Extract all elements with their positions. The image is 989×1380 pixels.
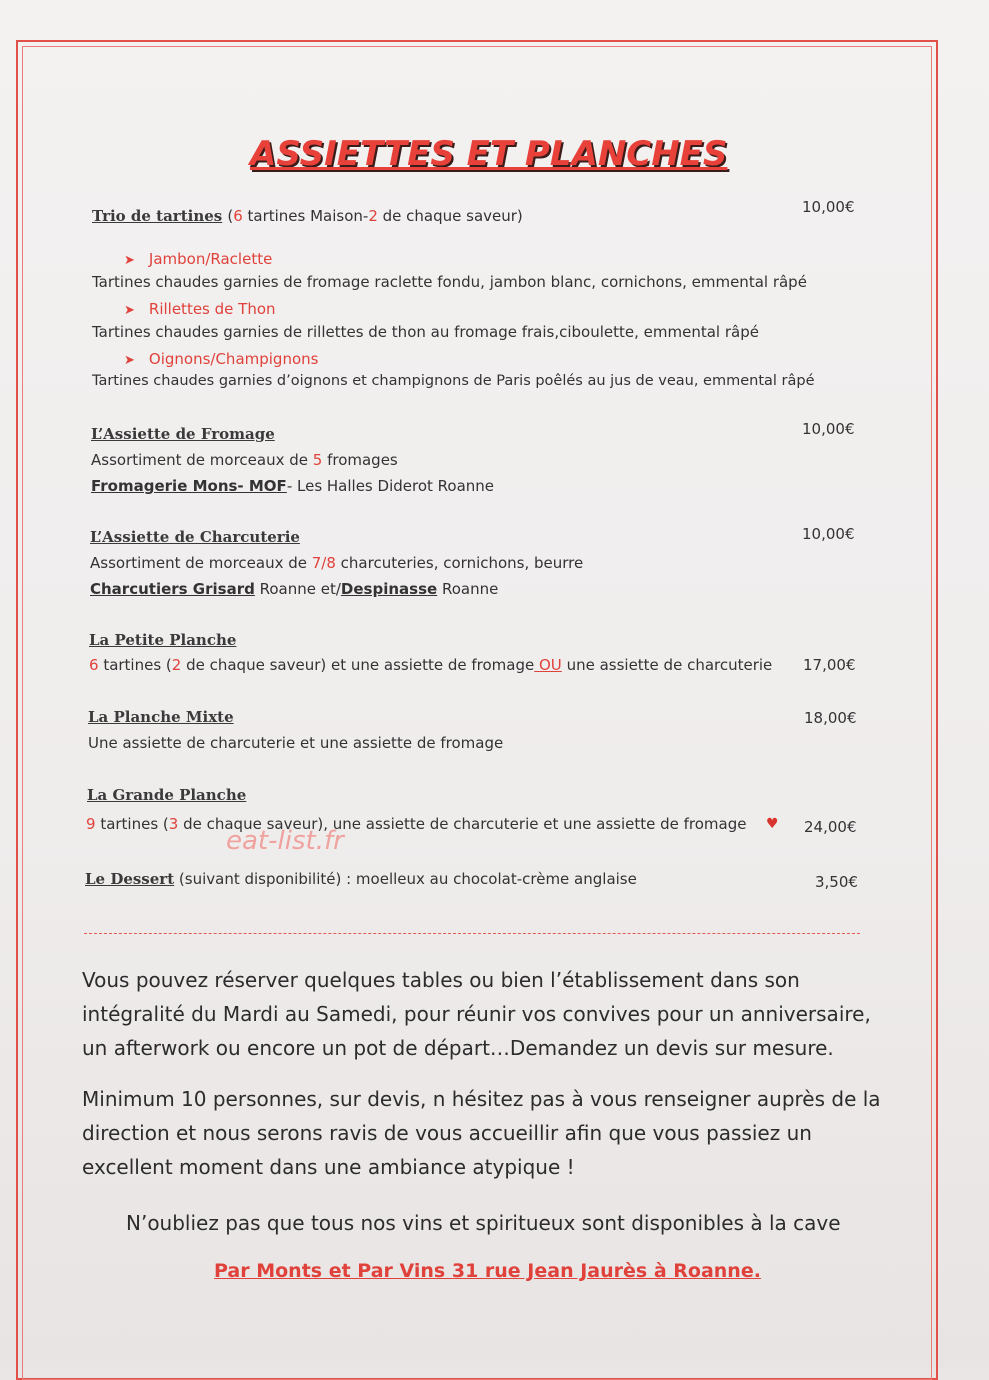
item-name: Le Dessert xyxy=(85,870,175,888)
info-paragraph-2: Minimum 10 personnes, sur devis, n hésitez pas à vous renseigner auprès de la direction et nous serons ravis de vous accueillir afin que vous passiez un excellent moment dans une ambiance atypique ! xyxy=(82,1087,881,1179)
item-price: 24,00€ xyxy=(804,818,857,836)
chevron-right-icon: ➤ xyxy=(124,353,135,368)
item-price: 10,00€ xyxy=(802,198,855,216)
item-name: L’Assiette de Charcuterie xyxy=(90,528,300,546)
item-desc: 6 tartines (2 de chaque saveur) et une assiette de fromage OU une assiette de charcuterie xyxy=(89,656,773,674)
variant-label: ➤ Rillettes de Thon xyxy=(124,300,276,318)
item-name: La Planche Mixte xyxy=(88,708,234,726)
item-supplier: Charcutiers Grisard Roanne et/Despinasse Roanne xyxy=(90,580,499,598)
item-price: 17,00€ xyxy=(803,656,856,674)
item-price: 10,00€ xyxy=(802,420,855,438)
item-desc: (suivant disponibilité) : moelleux au chocolat-crème anglaise xyxy=(174,870,637,888)
heart-icon: ♥ xyxy=(766,816,779,832)
variant-desc: Tartines chaudes garnies de fromage raclette fondu, jambon blanc, cornichons, emmental râpé xyxy=(92,273,807,291)
variant-label: ➤ Oignons/Champignons xyxy=(124,350,319,368)
item-price: 18,00€ xyxy=(804,709,857,727)
item-desc: Assortiment de morceaux de 7/8 charcuteries, cornichons, beurre xyxy=(90,554,584,572)
item-desc: 9 tartines (3 de chaque saveur), une assiette de charcuterie et une assiette de fromage xyxy=(86,815,747,833)
item-name: L’Assiette de Fromage xyxy=(91,425,275,443)
item-desc: Assortiment de morceaux de 5 fromages xyxy=(91,451,398,469)
item-desc: Une assiette de charcuterie et une assiette de fromage xyxy=(88,734,504,752)
watermark: eat-list.fr xyxy=(226,826,344,856)
chevron-right-icon: ➤ xyxy=(124,253,135,268)
section-divider xyxy=(84,933,860,934)
item-desc: (6 tartines Maison-2 de chaque saveur) xyxy=(227,207,523,225)
item-name: La Petite Planche xyxy=(89,631,237,649)
variant-desc: Tartines chaudes garnies d’oignons et champignons de Paris poêlés au jus de veau, emmental râpé xyxy=(92,373,815,389)
info-paragraph-1: Vous pouvez réserver quelques tables ou bien l’établissement dans son intégralité du Mardi au Samedi, pour réunir vos convives pour un anniversaire, un afterwork ou encore un pot de départ…Demandez un devis sur mesure. xyxy=(82,968,871,1060)
shop-address: Par Monts et Par Vins 31 rue Jean Jaurès à Roanne. xyxy=(214,1260,761,1282)
variant-label: ➤ Jambon/Raclette xyxy=(124,250,273,268)
info-paragraph-3: N’oubliez pas que tous nos vins et spiritueux sont disponibles à la cave xyxy=(126,1211,841,1235)
item-dessert xyxy=(85,869,637,888)
item-price: 10,00€ xyxy=(802,525,855,543)
item-name: Trio de tartines xyxy=(92,207,223,225)
item-price: 3,50€ xyxy=(815,873,858,891)
item-trio xyxy=(92,206,523,225)
item-supplier: Fromagerie Mons- MOF- Les Halles Diderot Roanne xyxy=(91,477,495,495)
item-name: La Grande Planche xyxy=(87,786,247,804)
menu-title: ASSIETTES ET PLANCHES xyxy=(250,134,728,174)
variant-desc: Tartines chaudes garnies de rillettes de thon au fromage frais,ciboulette, emmental râpé xyxy=(92,323,759,341)
chevron-right-icon: ➤ xyxy=(124,303,135,318)
